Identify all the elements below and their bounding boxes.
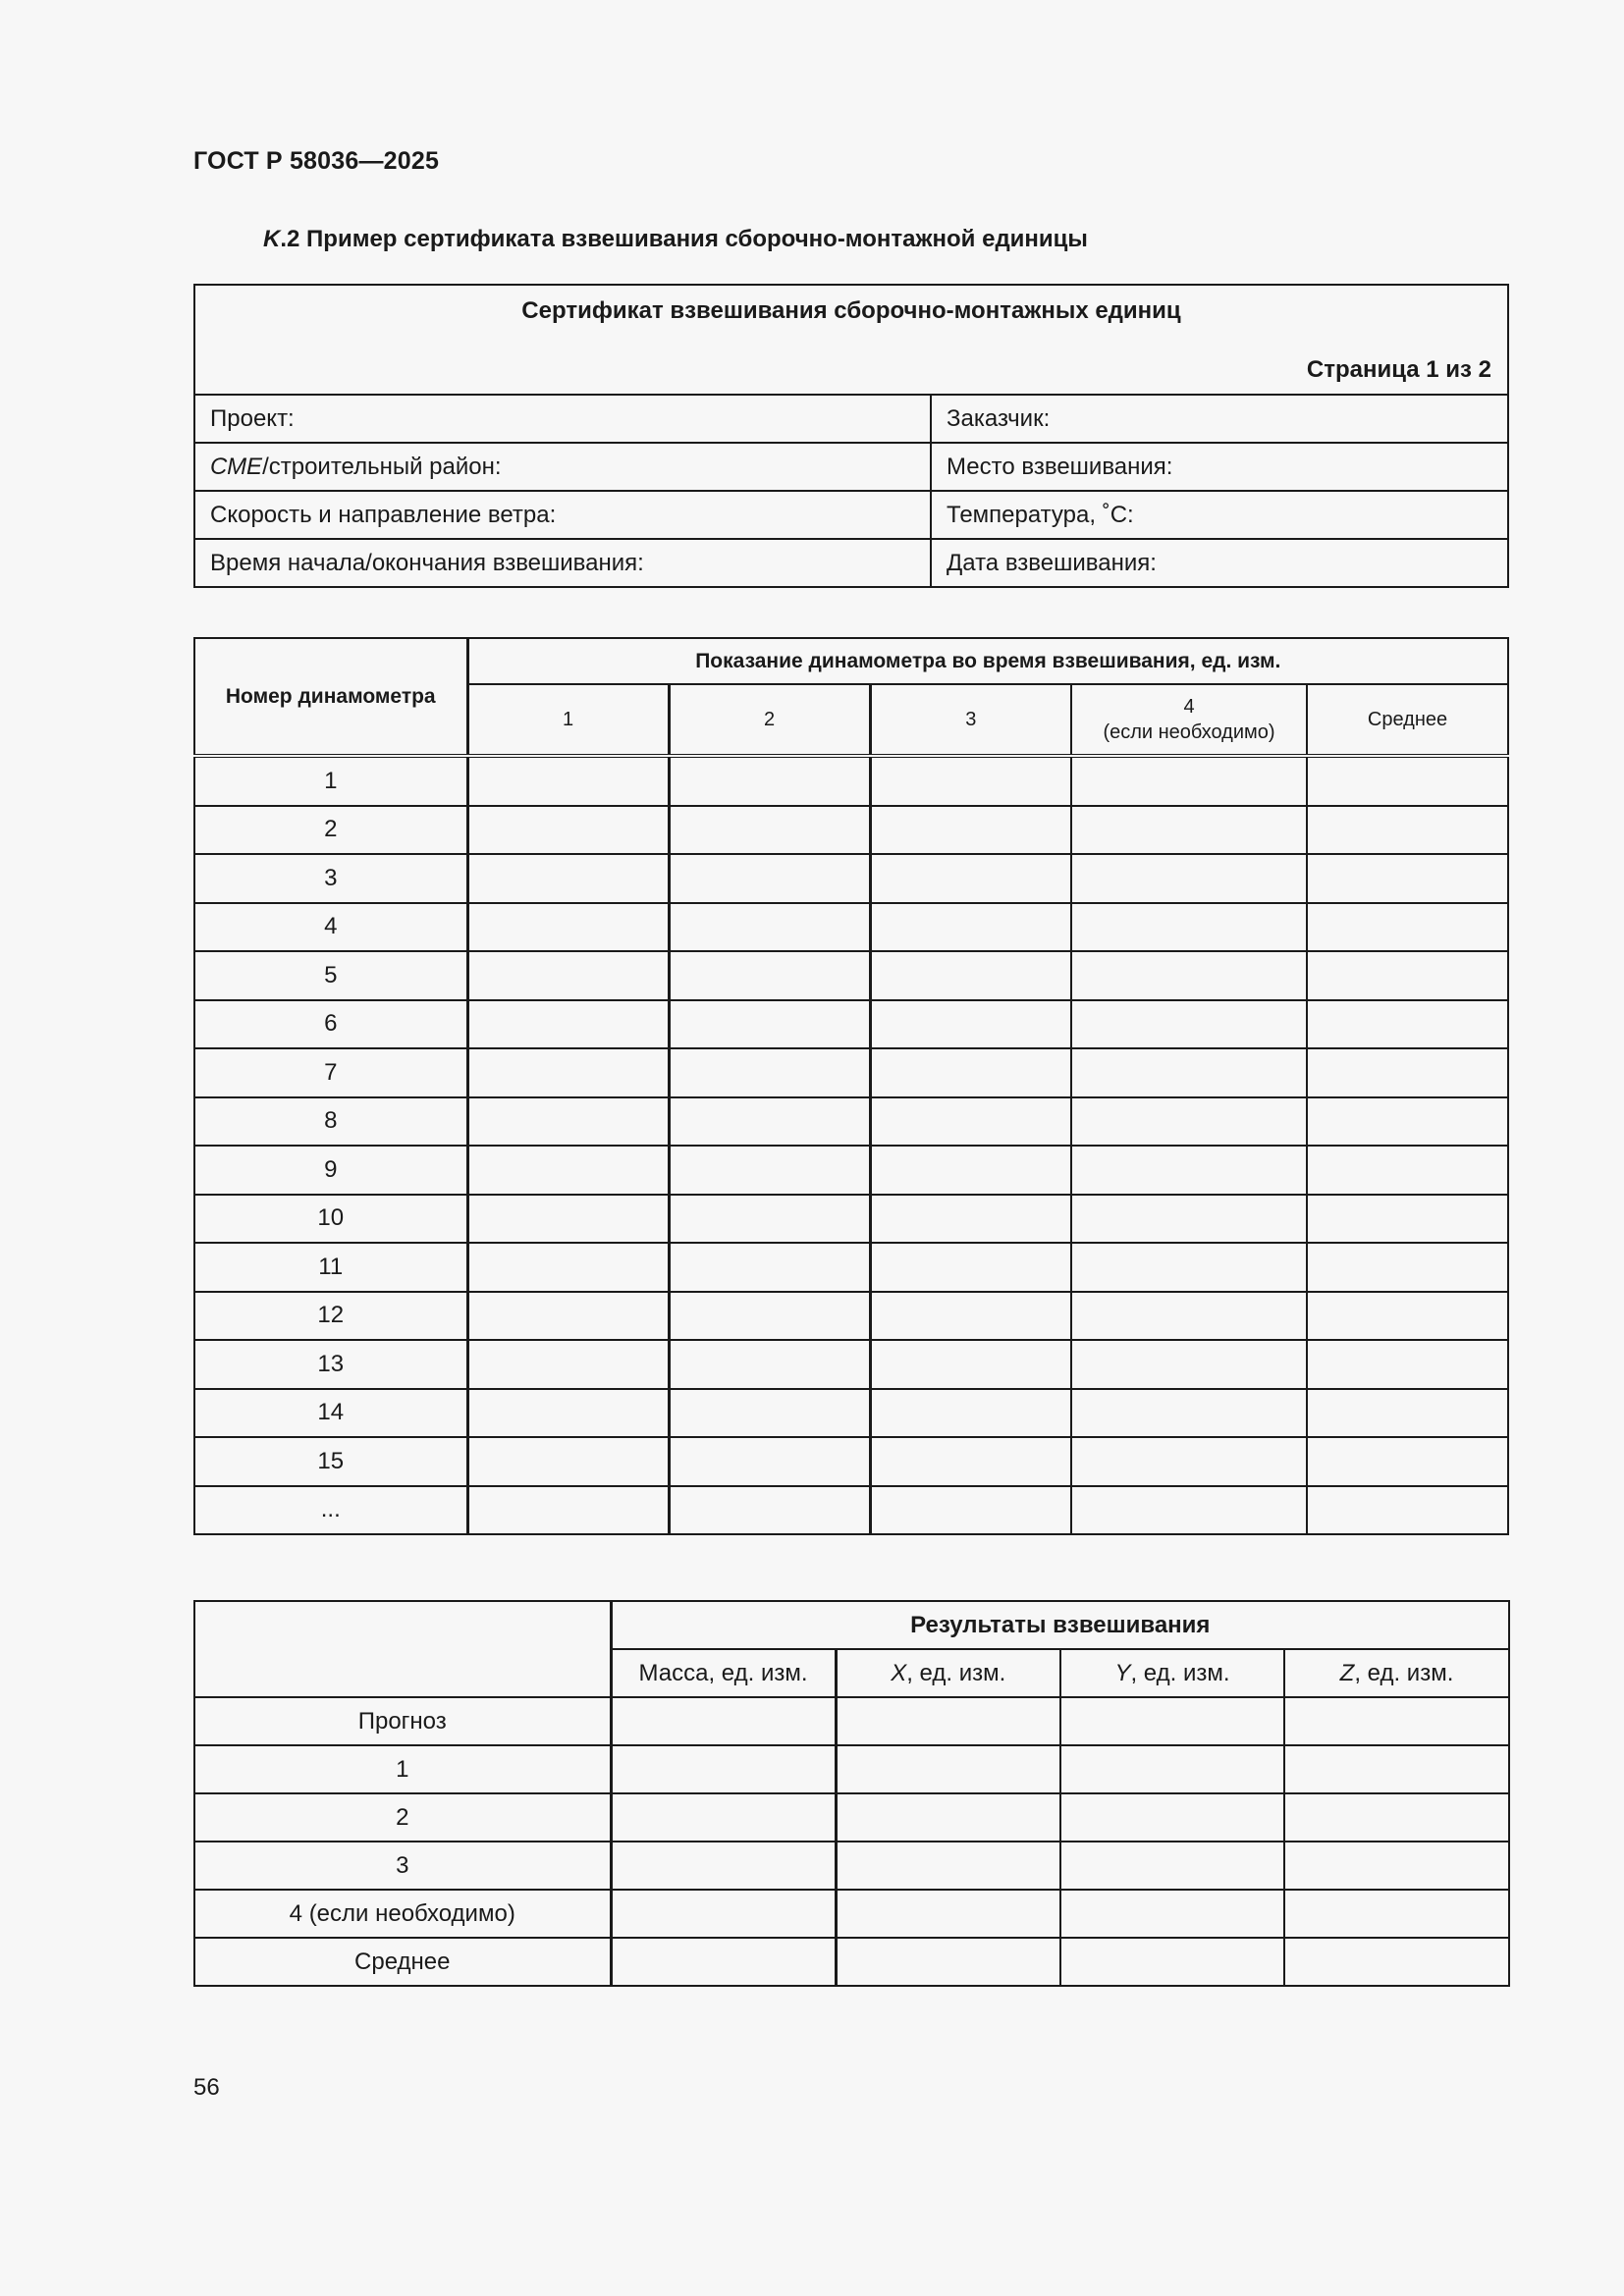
reading-col-4-note: (если необходимо) <box>1103 721 1275 743</box>
certificate-title: Сертификат взвешивания сборочно-монтажных единиц <box>521 297 1181 324</box>
result-cell[interactable] <box>1284 1793 1509 1842</box>
result-cell[interactable] <box>1060 1697 1284 1745</box>
cme-label: СМЕ <box>210 453 263 480</box>
reading-cell[interactable] <box>1071 1389 1307 1438</box>
reading-cell[interactable] <box>467 1243 669 1292</box>
result-cell[interactable] <box>836 1697 1060 1745</box>
result-cell[interactable] <box>1060 1890 1284 1938</box>
reading-cell[interactable] <box>1307 1340 1508 1389</box>
reading-cell[interactable] <box>1307 756 1508 806</box>
reading-cell[interactable] <box>669 854 870 903</box>
reading-cell[interactable] <box>1307 1243 1508 1292</box>
result-cell[interactable] <box>611 1793 836 1842</box>
reading-cell[interactable] <box>1071 1437 1307 1486</box>
result-cell[interactable] <box>1060 1745 1284 1793</box>
reading-cell[interactable] <box>870 756 1071 806</box>
result-cell[interactable] <box>836 1890 1060 1938</box>
results-row-label: Среднее <box>194 1938 611 1986</box>
reading-cell[interactable] <box>1307 1292 1508 1341</box>
result-cell[interactable] <box>1284 1745 1509 1793</box>
result-cell[interactable] <box>1060 1938 1284 1986</box>
result-cell[interactable] <box>611 1890 836 1938</box>
reading-cell[interactable] <box>870 1437 1071 1486</box>
reading-cell[interactable] <box>467 1097 669 1147</box>
reading-cell[interactable] <box>870 1097 1071 1147</box>
x-unit: , ед. изм. <box>906 1659 1006 1686</box>
section-title <box>263 226 1088 253</box>
result-cell[interactable] <box>836 1938 1060 1986</box>
reading-cell[interactable] <box>1307 1195 1508 1244</box>
reading-cell[interactable] <box>1307 1048 1508 1097</box>
dynamometer-row-label: 14 <box>194 1389 467 1438</box>
results-col-mass: Масса, ед. изм. <box>611 1649 836 1697</box>
section-title-text: Пример сертификата взвешивания сборочно-монтажной единицы <box>299 226 1088 252</box>
result-cell[interactable] <box>1060 1793 1284 1842</box>
certificate-info-table <box>193 284 1509 588</box>
reading-cell[interactable] <box>1071 1000 1307 1049</box>
results-row-label: 3 <box>194 1842 611 1890</box>
dynamometer-number-header: Номер динамометра <box>194 638 467 756</box>
y-unit: , ед. изм. <box>1130 1659 1230 1686</box>
reading-cell[interactable] <box>1071 1195 1307 1244</box>
reading-cell[interactable] <box>1307 1146 1508 1195</box>
reading-cell[interactable] <box>870 903 1071 952</box>
page-label: Страница 1 из 2 <box>1306 356 1491 383</box>
reading-cell[interactable] <box>669 903 870 952</box>
reading-cell[interactable] <box>669 1000 870 1049</box>
reading-cell[interactable] <box>669 1243 870 1292</box>
reading-cell[interactable] <box>1307 903 1508 952</box>
results-col-z <box>1284 1649 1509 1697</box>
reading-cell[interactable] <box>467 951 669 1000</box>
reading-cell[interactable] <box>467 1000 669 1049</box>
reading-cell[interactable] <box>669 1437 870 1486</box>
section-number: .2 <box>280 226 300 252</box>
reading-cell[interactable] <box>870 1000 1071 1049</box>
z-unit: , ед. изм. <box>1354 1659 1454 1686</box>
date-field[interactable]: Дата взвешивания: <box>931 539 1508 587</box>
reading-cell[interactable] <box>1071 806 1307 855</box>
reading-cell[interactable] <box>870 854 1071 903</box>
reading-cell[interactable] <box>669 1486 870 1535</box>
reading-cell[interactable] <box>669 1195 870 1244</box>
dynamometer-row-label: 2 <box>194 806 467 855</box>
reading-cell[interactable] <box>1071 903 1307 952</box>
reading-cell[interactable] <box>669 1048 870 1097</box>
reading-cell[interactable] <box>467 1340 669 1389</box>
reading-cell[interactable] <box>1071 1097 1307 1147</box>
dynamometer-row-label: 1 <box>194 756 467 806</box>
result-cell[interactable] <box>611 1697 836 1745</box>
reading-cell[interactable] <box>1071 756 1307 806</box>
district-field[interactable] <box>194 443 931 491</box>
readings-group-header: Показание динамометра во время взвешивания, ед. изм. <box>467 638 1508 684</box>
result-cell[interactable] <box>611 1938 836 1986</box>
reading-cell[interactable] <box>870 1389 1071 1438</box>
reading-cell[interactable] <box>1307 1000 1508 1049</box>
project-field[interactable]: Проект: <box>194 395 931 443</box>
weighing-results-table <box>193 1600 1510 1987</box>
reading-cell[interactable] <box>870 1292 1071 1341</box>
dynamometer-row-label: 4 <box>194 903 467 952</box>
results-col-y <box>1060 1649 1284 1697</box>
reading-cell[interactable] <box>669 1292 870 1341</box>
reading-col-4-number: 4 <box>1183 696 1195 718</box>
reading-cell[interactable] <box>1307 1389 1508 1438</box>
time-field[interactable]: Время начала/окончания взвешивания: <box>194 539 931 587</box>
dynamometer-row-label: 9 <box>194 1146 467 1195</box>
reading-cell[interactable] <box>870 1243 1071 1292</box>
results-row-label: Прогноз <box>194 1697 611 1745</box>
reading-cell[interactable] <box>1071 1146 1307 1195</box>
reading-cell[interactable] <box>1071 1340 1307 1389</box>
y-variable: Y <box>1114 1659 1131 1686</box>
dynamometer-row-label: 5 <box>194 951 467 1000</box>
reading-col-3: 3 <box>870 684 1071 756</box>
customer-field[interactable]: Заказчик: <box>931 395 1508 443</box>
document-header: ГОСТ Р 58036—2025 <box>193 147 440 175</box>
reading-cell[interactable] <box>1071 1486 1307 1535</box>
dynamometer-row-label: 12 <box>194 1292 467 1341</box>
reading-cell[interactable] <box>1071 1292 1307 1341</box>
results-corner-cell <box>194 1601 611 1697</box>
result-cell[interactable] <box>611 1842 836 1890</box>
reading-cell[interactable] <box>669 1389 870 1438</box>
reading-cell[interactable] <box>669 806 870 855</box>
reading-cell[interactable] <box>467 1437 669 1486</box>
reading-cell[interactable] <box>467 903 669 952</box>
results-title: Результаты взвешивания <box>611 1601 1509 1649</box>
reading-cell[interactable] <box>467 1048 669 1097</box>
reading-cell[interactable] <box>467 1292 669 1341</box>
result-cell[interactable] <box>836 1842 1060 1890</box>
reading-col-4 <box>1071 684 1307 756</box>
reading-col-2: 2 <box>669 684 870 756</box>
dynamometer-readings-table <box>193 637 1509 1535</box>
temperature-field[interactable]: Температура, ˚С: <box>931 491 1508 539</box>
z-variable: Z <box>1339 1659 1355 1686</box>
reading-cell[interactable] <box>870 1146 1071 1195</box>
dynamometer-row-label: 6 <box>194 1000 467 1049</box>
reading-col-1: 1 <box>467 684 669 756</box>
results-col-x <box>836 1649 1060 1697</box>
reading-cell[interactable] <box>870 951 1071 1000</box>
reading-cell[interactable] <box>1307 951 1508 1000</box>
reading-cell[interactable] <box>870 1486 1071 1535</box>
reading-cell[interactable] <box>669 1340 870 1389</box>
reading-cell[interactable] <box>467 1486 669 1535</box>
reading-cell[interactable] <box>870 1340 1071 1389</box>
result-cell[interactable] <box>836 1745 1060 1793</box>
dynamometer-row-label: 10 <box>194 1195 467 1244</box>
x-variable: X <box>891 1659 907 1686</box>
reading-cell[interactable] <box>1307 1097 1508 1147</box>
results-row-label: 1 <box>194 1745 611 1793</box>
result-cell[interactable] <box>1284 1890 1509 1938</box>
reading-cell[interactable] <box>467 1389 669 1438</box>
reading-cell[interactable] <box>1307 1437 1508 1486</box>
result-cell[interactable] <box>1060 1842 1284 1890</box>
reading-cell[interactable] <box>669 951 870 1000</box>
reading-col-average: Среднее <box>1307 684 1508 756</box>
reading-cell[interactable] <box>1307 1486 1508 1535</box>
reading-cell[interactable] <box>1071 854 1307 903</box>
dynamometer-row-label: 3 <box>194 854 467 903</box>
reading-cell[interactable] <box>669 1146 870 1195</box>
dynamometer-row-label: 15 <box>194 1437 467 1486</box>
reading-cell[interactable] <box>669 1097 870 1147</box>
reading-cell[interactable] <box>467 1195 669 1244</box>
reading-cell[interactable] <box>870 1195 1071 1244</box>
reading-cell[interactable] <box>467 854 669 903</box>
page-number: 56 <box>193 2074 220 2101</box>
weigh-place-field[interactable]: Место взвешивания: <box>931 443 1508 491</box>
reading-cell[interactable] <box>870 806 1071 855</box>
result-cell[interactable] <box>1284 1938 1509 1986</box>
reading-cell[interactable] <box>1071 1048 1307 1097</box>
reading-cell[interactable] <box>467 756 669 806</box>
result-cell[interactable] <box>611 1745 836 1793</box>
dynamometer-row-label: ... <box>194 1486 467 1535</box>
result-cell[interactable] <box>836 1793 1060 1842</box>
district-label: /строительный район: <box>262 453 502 480</box>
result-cell[interactable] <box>1284 1697 1509 1745</box>
dynamometer-row-label: 11 <box>194 1243 467 1292</box>
reading-cell[interactable] <box>1307 854 1508 903</box>
dynamometer-row-label: 8 <box>194 1097 467 1147</box>
wind-field[interactable]: Скорость и направление ветра: <box>194 491 931 539</box>
certificate-title-cell <box>194 285 1508 395</box>
reading-cell[interactable] <box>1071 951 1307 1000</box>
result-cell[interactable] <box>1284 1842 1509 1890</box>
reading-cell[interactable] <box>669 756 870 806</box>
reading-cell[interactable] <box>1071 1243 1307 1292</box>
dynamometer-row-label: 7 <box>194 1048 467 1097</box>
reading-cell[interactable] <box>870 1048 1071 1097</box>
reading-cell[interactable] <box>467 1146 669 1195</box>
section-letter: K <box>263 226 281 252</box>
reading-cell[interactable] <box>1307 806 1508 855</box>
dynamometer-row-label: 13 <box>194 1340 467 1389</box>
results-row-label: 4 (если необходимо) <box>194 1890 611 1938</box>
results-row-label: 2 <box>194 1793 611 1842</box>
reading-cell[interactable] <box>467 806 669 855</box>
